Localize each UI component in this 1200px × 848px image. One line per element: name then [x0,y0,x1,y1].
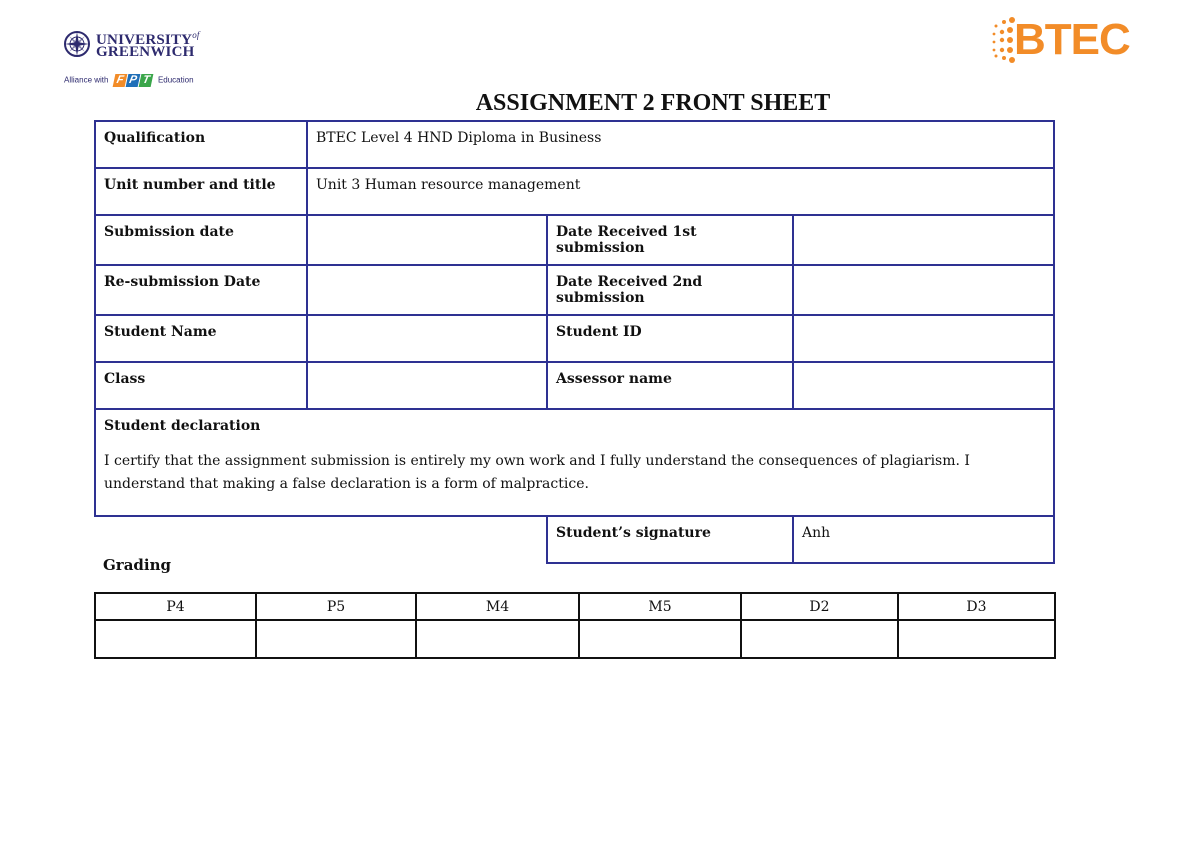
assessor-label: Assessor name [547,362,793,409]
date-received-1-field[interactable] [793,215,1054,265]
btec-logo-text: BTEC [1014,15,1130,64]
grading-value-row [95,620,1055,658]
btec-logo [990,14,1140,66]
qualification-row [95,121,1054,168]
fpt-logo: F P T [114,74,153,87]
grading-table [94,592,1056,659]
submission-date-label: Submission date [95,215,307,265]
unit-value: Unit 3 Human resource management [307,168,1054,215]
fpt-alliance-line: Alliance with F P T Education [64,74,194,86]
declaration-cell [95,409,1054,516]
grading-column-header: D3 [898,593,1055,620]
qualification-value: BTEC Level 4 HND Diploma in Business [307,121,1054,168]
date-received-2-label: Date Received 2nd submission [547,265,793,315]
grading-column-header: P4 [95,593,256,620]
grading-label: Grading [103,556,172,574]
student-id-label: Student ID [547,315,793,362]
student-row [95,315,1054,362]
resubmission-date-field[interactable] [307,265,547,315]
grading-column-header: M5 [579,593,741,620]
signature-row [95,516,1054,563]
grading-cell-p4[interactable] [95,620,256,658]
grading-cell-d3[interactable] [898,620,1055,658]
grading-column-header: P5 [256,593,416,620]
front-sheet-table [94,120,1055,564]
student-name-field[interactable] [307,315,547,362]
page-title: ASSIGNMENT 2 FRONT SHEET [475,90,831,116]
date-received-1-label: Date Received 1st submission [547,215,793,265]
unit-row [95,168,1054,215]
resubmission-date-label: Re-submission Date [95,265,307,315]
grading-cell-p5[interactable] [256,620,416,658]
grading-header-row [95,593,1055,620]
compass-crest-icon [64,31,90,57]
declaration-text: I certify that the assignment submission is entirely my own work and I fully understand the consequences of plagiarism. I understand that making a false declaration is a form of malpractice. [104,453,970,492]
grading-column-header: D2 [741,593,898,620]
greenwich-logo-line2: GREENWICH [96,44,195,60]
qualification-label: Qualification [95,121,307,168]
submission-date-field[interactable] [307,215,547,265]
resubmission-row [95,265,1054,315]
university-of-greenwich-logo [64,28,200,92]
grading-cell-m5[interactable] [579,620,741,658]
assessor-field[interactable] [793,362,1054,409]
date-received-2-field[interactable] [793,265,1054,315]
declaration-row [95,409,1054,516]
signature-label: Student’s signature [547,516,793,563]
student-id-field[interactable] [793,315,1054,362]
grading-cell-m4[interactable] [416,620,579,658]
declaration-heading: Student declaration [104,418,261,434]
greenwich-logo-line1: $UNIVERSITY^{of}$ [96,30,200,48]
unit-label: Unit number and title [95,168,307,215]
grading-cell-d2[interactable] [741,620,898,658]
class-field[interactable] [307,362,547,409]
class-row [95,362,1054,409]
grading-column-header: M4 [416,593,579,620]
submission-row [95,215,1054,265]
signature-field[interactable]: Anh [793,516,1054,563]
class-label: Class [95,362,307,409]
student-name-label: Student Name [95,315,307,362]
